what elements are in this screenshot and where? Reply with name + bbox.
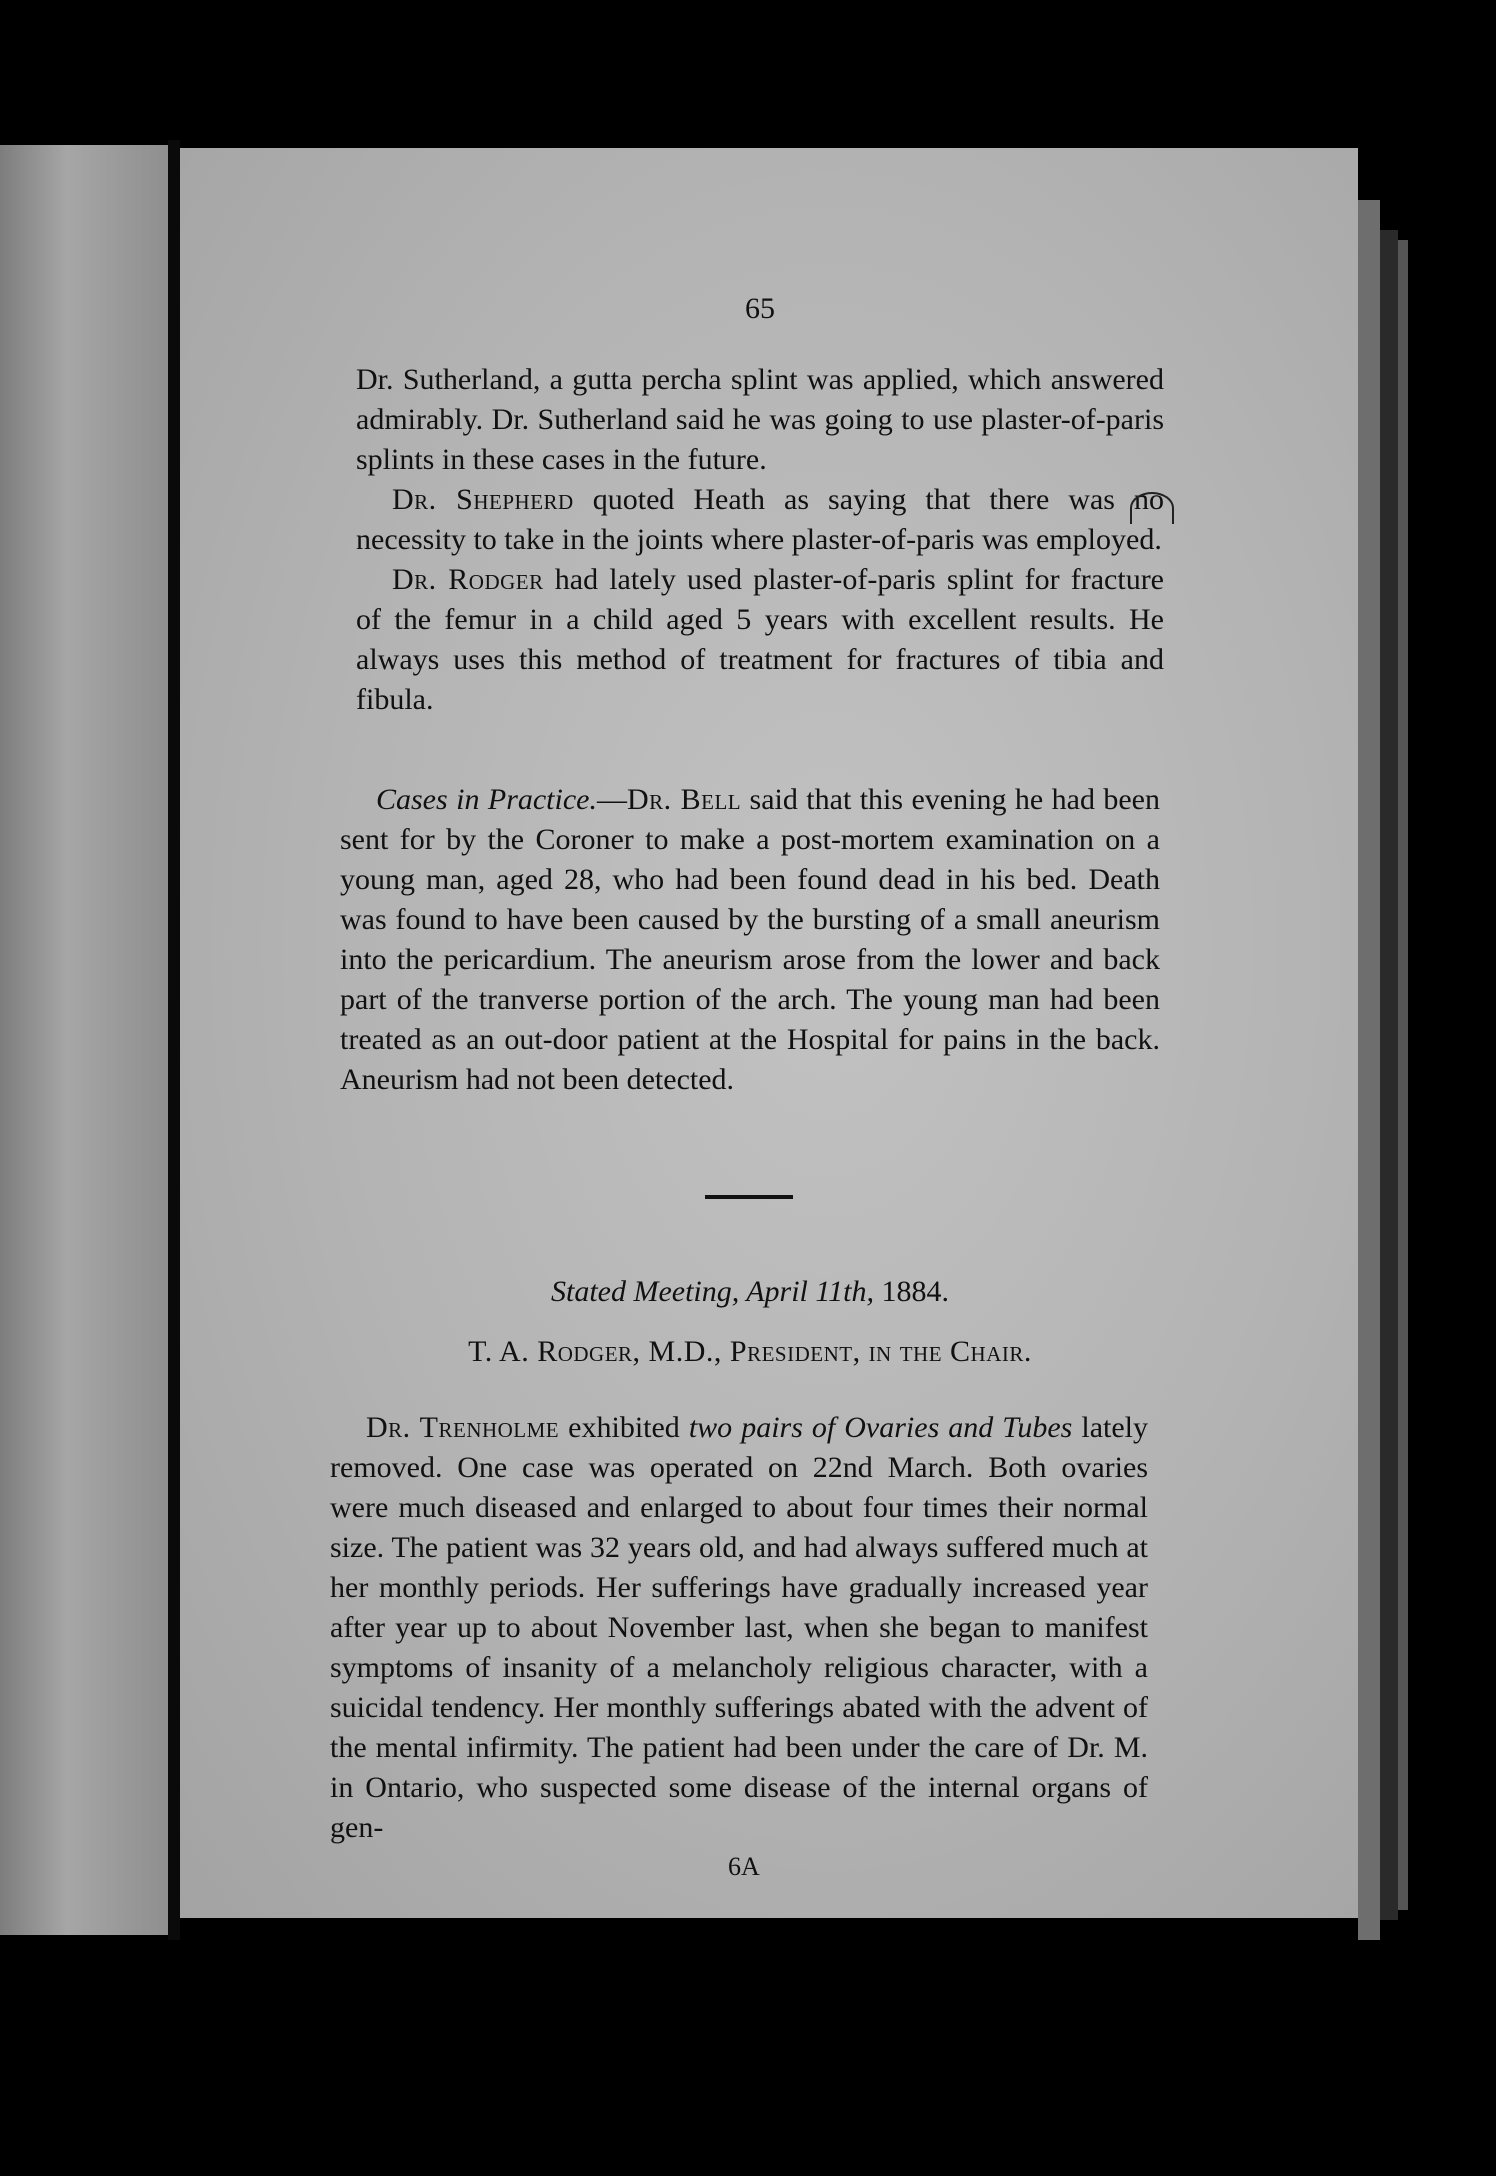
paragraph-text: quoted Heath as saying that there was no necessity to take in the joints where plaster-of-paris was employed. [356, 483, 1164, 556]
paragraph-text: lately removed. One case was operated on 22nd March. Both ovaries were much diseased and enlarged to about four times their normal size. The patient was 32 years old, and had always suffered much at her monthly periods. Her sufferings have gradually increased year after year up to about November last, when she began to manifest symptoms of insanity of a melancholy religious character, with a suicidal tendency. Her monthly sufferings abated with the advent of the mental infirmity. The patient had been under the care of Dr. M. in Ontario, who suspected some disease of the internal organs of gen- [330, 1411, 1148, 1844]
signature-mark: 6A [728, 1852, 760, 1881]
page-stack-edge [1358, 200, 1380, 1940]
paragraph-text: had lately used plaster-of-paris splint for fracture of the femur in a child aged 5 years with excellent results. He always uses this method of treatment for fractures of tibia and fibula. [356, 563, 1164, 716]
page-stack-shadow [1380, 230, 1398, 1920]
meeting-date: Stated Meeting, April 11th, [550, 1275, 874, 1308]
paragraph-bell [340, 780, 1160, 1100]
text-block-top [356, 360, 1164, 720]
section-divider [705, 1195, 793, 1199]
em-dash: — [597, 783, 627, 816]
handwritten-mark [1130, 492, 1174, 524]
meeting-heading [330, 1275, 1170, 1309]
speaker-name: Dr. Trenholme [366, 1411, 560, 1444]
speaker-name: Dr. Bell [627, 783, 742, 816]
meeting-year: 1884. [874, 1275, 949, 1308]
chair-heading [330, 1335, 1170, 1369]
specimen-title: two pairs of Ovaries and Tubes [688, 1411, 1073, 1444]
text-block-cases [340, 780, 1160, 1100]
section-title: Cases in Practice. [376, 783, 597, 816]
text-block-trenholme [330, 1408, 1148, 1848]
paragraph-text: exhibited [559, 1411, 689, 1444]
speaker-name: Dr. Rodger [392, 563, 544, 596]
facing-page-edge [0, 145, 168, 1935]
book-gutter [168, 140, 180, 1940]
paragraph-trenholme [330, 1408, 1148, 1848]
speaker-name: Dr. Shepherd [392, 483, 574, 516]
chair-name: T. A. Rodger, M.D., [468, 1335, 730, 1368]
page-stack-edge-outer [1398, 240, 1408, 1910]
paragraph-shepherd [356, 480, 1164, 560]
chair-title: President, in the Chair. [729, 1335, 1032, 1368]
paragraph-text: said that this evening he had been sent for by the Coroner to make a post-mortem examination on a young man, aged 28, who had been found dead in his bed. Death was found to have been caused by the bursting of a small aneurism into the pericardium. The aneurism arose from the lower and back part of the tranverse portion of the arch. The young man had been treated as an out-door patient at the Hospital for pains in the back. Aneurism had not been detected. [340, 783, 1160, 1096]
page-number: 65 [745, 292, 775, 325]
paragraph-rodger [356, 560, 1164, 720]
paragraph-sutherland: Dr. Sutherland, a gutta percha splint was applied, which answered admirably. Dr. Sutherland said he was going to use plaster-of-paris splints in these cases in the future. [356, 363, 1164, 476]
